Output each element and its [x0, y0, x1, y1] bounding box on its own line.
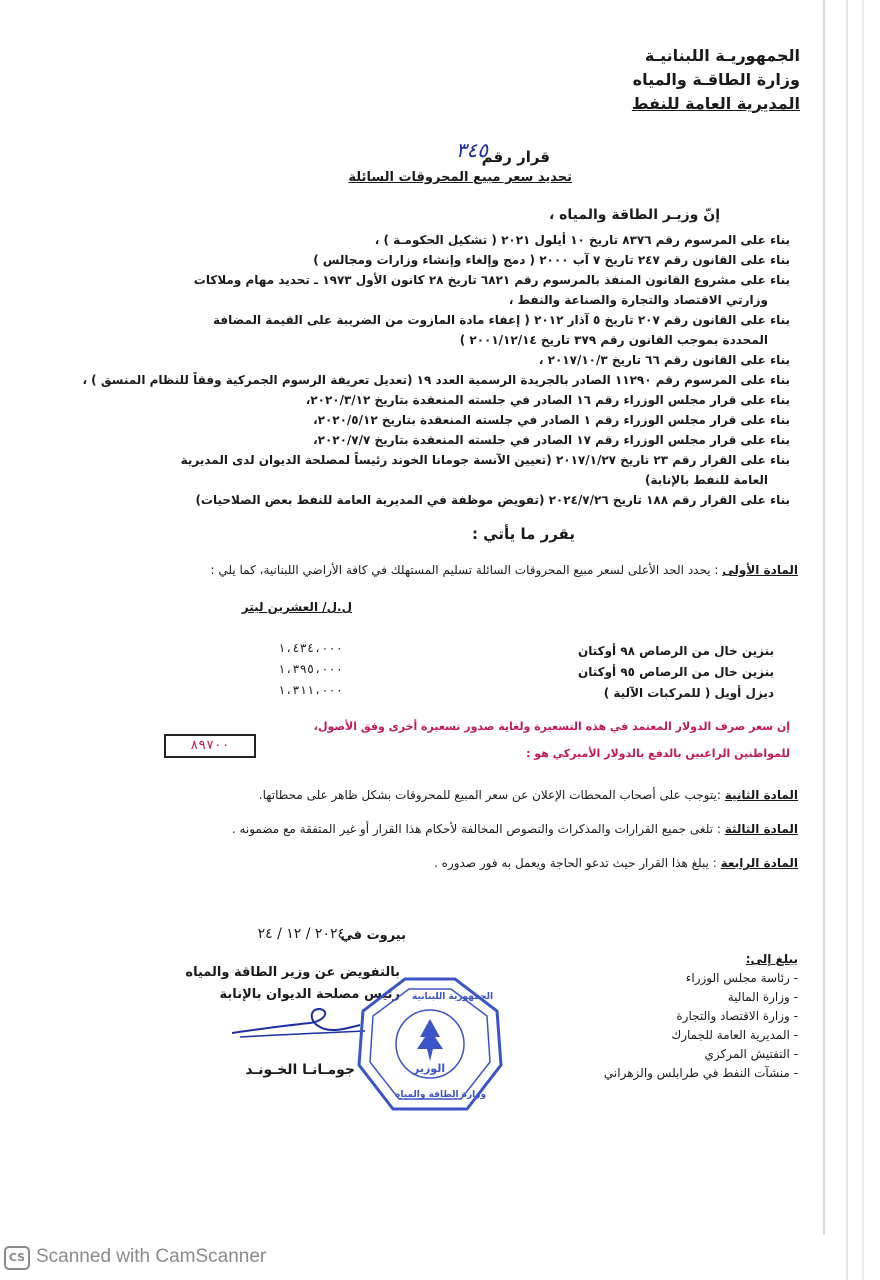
product-list: [578, 641, 774, 704]
price-list: [278, 638, 343, 701]
preamble-line: بناء على مشروع القانون المنفذ بالمرسوم رقم ٦٨٢١ تاريخ ٢٨ كانون الأول ١٩٧٣ ـ تحديد مهام وملاكات: [193, 273, 790, 287]
letterhead: [632, 44, 800, 116]
preamble-line: بناء على القانون رقم ٢٤٧ تاريخ ٧ آب ٢٠٠٠ ( دمج وإلغاء وإنشاء وزارات ومجالس ): [313, 253, 790, 267]
decision-number: ٣٤٥: [455, 138, 488, 162]
page-edge-line: [846, 0, 848, 1280]
stamp-text-top: الجمهورية اللبنانية: [412, 992, 494, 1002]
distribution-item: - رئاسة مجلس الوزراء: [685, 971, 798, 985]
preamble-line: بناء على القرار رقم ١٨٨ تاريخ ٢٠٢٤/٧/٢٦ (تفويض موظفة في المديرية العامة للنفط بعض الصلاحيات): [195, 493, 790, 507]
product-name: بنزين خال من الرصاص ٩٨ أوكتان: [577, 644, 774, 658]
preamble-line: وزارتي الاقتصاد والتجارة والصناعة والنفط ،: [508, 293, 768, 307]
dollar-rate-note-line-1: إن سعر صرف الدولار المعتمد في هذه التسعيرة ولغاية صدور تسعيرة أخرى وفق الأصول،: [313, 720, 790, 733]
camscanner-watermark: Scanned with CamScanner: [36, 1246, 267, 1267]
preamble-line: بناء على القانون رقم ٦٦ تاريخ ٢٠١٧/١٠/٣ ،: [538, 353, 790, 367]
product-name: بنزين خال من الرصاص ٩٥ أوكتان: [577, 665, 774, 679]
preamble-line: المحددة بموجب القانون رقم ٣٧٩ تاريخ ٢٠٠١/١٢/١٤ ): [459, 333, 768, 347]
distribution-title: يبلغ إلى:: [745, 952, 798, 966]
article-2: [259, 788, 798, 802]
preamble-line: العامة للنفط بالإنابة): [645, 473, 768, 487]
article-1-text: : يحدد الحد الأعلى لسعر مبيع المحروقات السائلة تسليم المستهلك في كافة الأراضي اللبنانية، كما يلي :: [210, 563, 719, 577]
preamble-line: بناء على القرار رقم ٢٣ تاريخ ٢٠١٧/١/٢٧ (تعيين الآنسة جومانا الخوند رئيساً لمصلحة الديوان لدى المديرية: [180, 453, 790, 467]
article-3-text: : تلغى جميع القرارات والمذكرات والنصوص المخالفة لأحكام هذا القرار أو غير المتفقة مع مضمونه .: [231, 822, 721, 836]
place-label: بيروت في: [340, 928, 406, 943]
distribution-item: - وزارة المالية: [727, 990, 798, 1004]
page-edge-line: [862, 0, 864, 1280]
signatory-name: جومـانـا الخـونـد: [245, 1062, 355, 1078]
letterhead-ministry: وزارة الطاقـة والمياه: [632, 70, 800, 89]
dollar-rate-note-line-2: للمواطنين الراغبين بالدفع بالدولار الأميركي هو :: [526, 747, 790, 760]
letterhead-country: الجمهوريـة اللبنانيـة: [644, 46, 800, 65]
preamble-intro: إنّ وزيـر الطاقة والمياه ،: [548, 207, 720, 223]
decision-subject: تحديد سعر مبيع المحروقات السائلة: [348, 170, 572, 185]
preamble-list: [70, 230, 790, 510]
product-price: ١،٣١١،٠٠٠: [277, 683, 343, 697]
letterhead-directorate: المديرية العامة للنفط: [631, 94, 800, 113]
preamble-line: بناء على المرسوم رقم ٨٣٧٦ تاريخ ١٠ أيلول ٢٠٢١ ( تشكيل الحكومـة ) ،: [374, 233, 790, 247]
dollar-rate-box: [164, 734, 256, 758]
distribution-item: - التفتيش المركزي: [704, 1047, 798, 1061]
issue-date: ٢٠٢٤ / ١٢ / ٢٤: [257, 926, 345, 942]
decision-label: قرار رقم: [481, 148, 550, 166]
article-3-label: المادة الثالثة: [724, 822, 798, 836]
article-2-label: المادة الثانية: [724, 788, 798, 802]
stamp-text-center: الوزير: [413, 1062, 446, 1075]
preamble-line: بناء على القانون رقم ٢٠٧ تاريخ ٥ آذار ٢٠١٢ ( إعفاء مادة المازوت من الضريبة على القيمة المضافة: [212, 313, 790, 327]
article-4-text: : يبلغ هذا القرار حيث تدعو الحاجة ويعمل به فور صدوره .: [434, 856, 717, 870]
preamble-line: بناء على قرار مجلس الوزراء رقم ١٧ الصادر في جلسته المنعقدة بتاريخ ٢٠٢٠/٧/٧،: [313, 433, 790, 447]
camscanner-logo: CS: [4, 1246, 30, 1270]
distribution-item: - منشآت النفط في طرابلس والزهراني: [603, 1066, 798, 1080]
preamble-line: بناء على قرار مجلس الوزراء رقم ١٦ الصادر في جلسته المنعقدة بتاريخ ٢٠٢٠/٣/١٢،: [305, 393, 790, 407]
product-price: ١،٣٩٥،٠٠٠: [277, 662, 343, 676]
preamble-line: بناء على المرسوم رقم ١١٢٩٠ الصادر بالجريدة الرسمية العدد ١٩ (تعديل تعريفة الرسوم الجمركية وفقاً للنظام المنسق ) ،: [82, 373, 790, 387]
preamble-line: بناء على قرار مجلس الوزراء رقم ١ الصادر في جلسته المنعقدة بتاريخ ٢٠٢٠/٥/١٢،: [313, 413, 790, 427]
distribution-item: - وزارة الاقتصاد والتجارة: [676, 1009, 798, 1023]
article-3: [232, 822, 798, 836]
decides-heading: يقرر ما يأتي :: [471, 525, 575, 543]
handwritten-signature: [230, 1003, 370, 1043]
dollar-rate-value: ٨٩٧٠٠: [190, 738, 230, 753]
distribution-list: [604, 950, 798, 1083]
article-4-label: المادة الرابعة: [720, 856, 798, 870]
product-name: ديزل أويل ( للمركبات الآلية ): [603, 686, 774, 700]
signature-title-2: رئيس مصلحة الديوان بالإنابة: [219, 987, 400, 1002]
product-price: ١،٤٣٤،٠٠٠: [277, 641, 343, 655]
distribution-item: - المديرية العامة للجمارك: [671, 1028, 798, 1042]
page-edge-line: [823, 0, 825, 1235]
article-1: [211, 563, 799, 577]
stamp-text-bottom: وزارة الطاقة والمياه: [395, 1090, 487, 1100]
article-2-text: :يتوجب على أصحاب المحطات الإعلان عن سعر المبيع للمحروقات بشكل ظاهر على محطاتها.: [258, 788, 721, 802]
article-4: [434, 856, 798, 870]
article-1-label: المادة الأولى: [722, 563, 798, 577]
price-unit-header: ل.ل/ العشرين ليتر: [241, 600, 352, 614]
signature-title-1: بالتفويض عن وزير الطاقة والمياه: [185, 965, 400, 980]
